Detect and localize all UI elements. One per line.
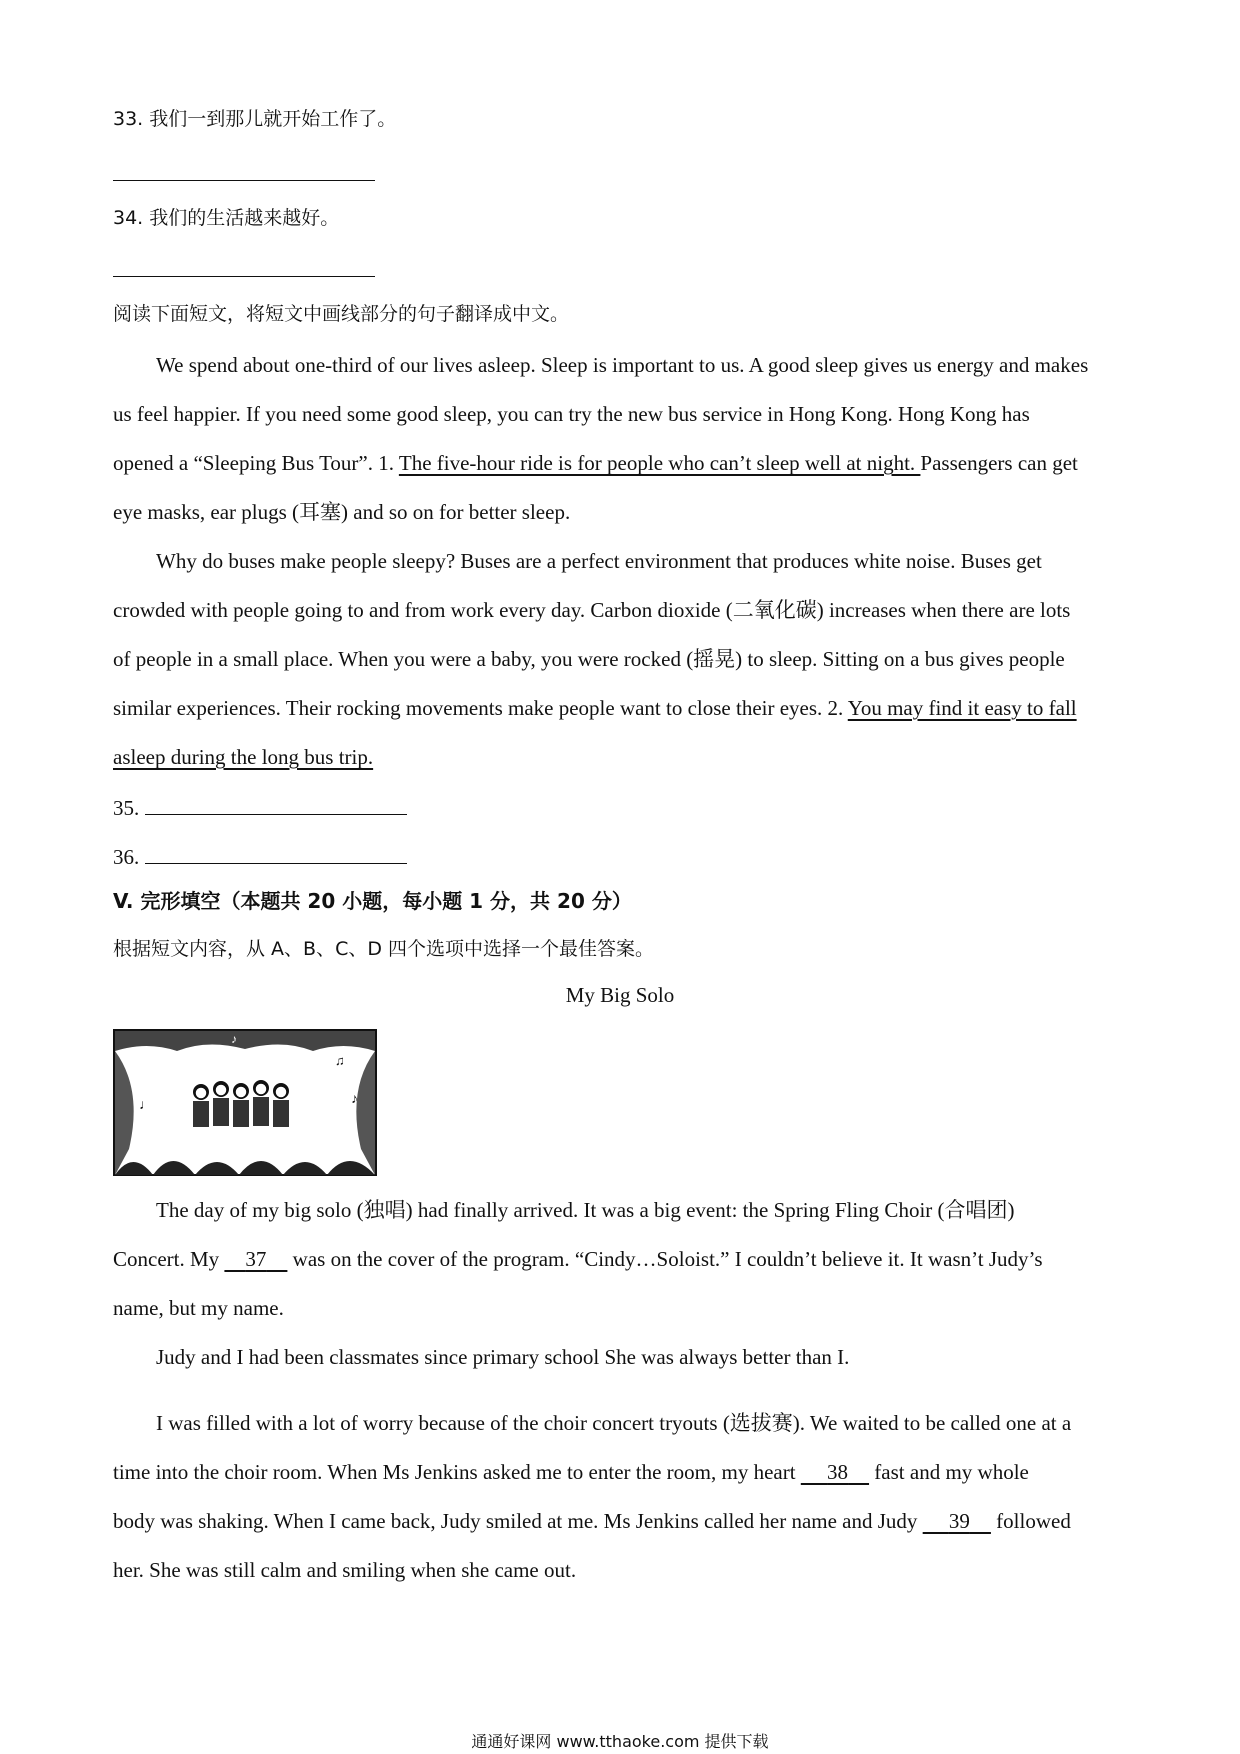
passage1-line: us feel happier. If you need some good sleep, you can try the new bus service in Hong Kong. Hong Kong has xyxy=(113,402,1030,426)
passage1-line: We spend about one-third of our lives asleep. Sleep is important to us. A good sleep gives us energy and makes xyxy=(156,353,1089,377)
svg-text:♫: ♫ xyxy=(335,1053,345,1068)
story-text: body was shaking. When I came back, Judy smiled at me. Ms Jenkins called her name and Judy xyxy=(113,1509,923,1533)
passage1-text: opened a “Sleeping Bus Tour”. 1. xyxy=(113,451,399,475)
blank-38-number: 38 xyxy=(827,1460,849,1484)
passage1-line: of people in a small place. When you were a baby, you were rocked (摇晃) to sleep. Sitting on a bus gives people xyxy=(113,647,1065,671)
svg-text:♩: ♩ xyxy=(139,1098,153,1113)
underlined-sentence-2-cont: asleep during the long bus trip. xyxy=(113,745,374,769)
blank-37-number: 37 xyxy=(245,1247,267,1271)
question-35-label: 35. xyxy=(113,796,140,820)
translate-instruction: 阅读下面短文，将短文中画线部分的句子翻译成中文。 xyxy=(113,303,570,325)
svg-text:♪: ♪ xyxy=(231,1032,237,1046)
section-5-instruction: 根据短文内容，从 A、B、C、D 四个选项中选择一个最佳答案。 xyxy=(113,938,655,960)
section-5-title: V. 完形填空（本题共 20 小题，每小题 1 分，共 20 分） xyxy=(113,889,632,913)
blank-38[interactable] xyxy=(801,1460,869,1484)
passage1-line: eye masks, ear plugs (耳塞) and so on for better sleep. xyxy=(113,500,571,524)
question-36-label: 36. xyxy=(113,845,140,869)
story-line: name, but my name. xyxy=(113,1296,284,1320)
answer-line-34[interactable] xyxy=(113,276,375,277)
story-text: followed xyxy=(990,1509,1071,1533)
story-text: time into the choir room. When Ms Jenkins asked me to enter the room, my heart xyxy=(113,1460,801,1484)
page-footer: 通通好课网 www.tthaoke.com 提供下载 xyxy=(471,1732,769,1751)
underlined-sentence-1: The five-hour ride is for people who can’t sleep well at night. xyxy=(398,451,921,475)
passage1-line: Why do buses make people sleepy? Buses are a perfect environment that produces white noise. Buses get xyxy=(156,549,1042,573)
story-line: Judy and I had been classmates since primary school She was always better than I. xyxy=(156,1345,850,1369)
story-line xyxy=(113,1507,1071,1535)
underlined-sentence-2: You may find it easy to fall xyxy=(847,696,1077,720)
story-text: Concert. My xyxy=(113,1247,225,1271)
question-36 xyxy=(113,841,407,871)
passage1-text: similar experiences. Their rocking movements make people want to close their eyes. 2. xyxy=(113,696,848,720)
story-line xyxy=(113,1245,1043,1273)
story-line: I was filled with a lot of worry because of the choir concert tryouts (选拔赛). We waited to be called one at a xyxy=(156,1411,1072,1435)
choir-stage-illustration xyxy=(113,1029,377,1176)
blank-39[interactable] xyxy=(923,1509,991,1533)
passage1-line xyxy=(113,449,1078,477)
story-line: The day of my big solo (独唱) had finally arrived. It was a big event: the Spring Fling Choir (合唱团) xyxy=(156,1198,1015,1222)
story-line xyxy=(113,1458,1029,1486)
blank-39-number: 39 xyxy=(948,1509,970,1533)
answer-blank-36[interactable] xyxy=(145,841,407,864)
story-text: fast and my whole xyxy=(869,1460,1029,1484)
question-35 xyxy=(113,792,407,822)
svg-text:♪: ♪ xyxy=(351,1092,358,1107)
story-line: her. She was still calm and smiling when she came out. xyxy=(113,1558,577,1582)
story-title: My Big Solo xyxy=(565,983,675,1007)
story-text: was on the cover of the program. “Cindy…Soloist.” I couldn’t believe it. It wasn’t Judy’s xyxy=(287,1247,1043,1271)
passage1-text: Passengers can get xyxy=(920,451,1078,475)
passage1-line: crowded with people going to and from work every day. Carbon dioxide (二氧化碳) increases when there are lots xyxy=(113,598,1071,622)
blank-37[interactable] xyxy=(224,1247,287,1271)
question-34: 34. 我们的生活越来越好。 xyxy=(113,207,340,229)
passage1-line xyxy=(113,694,1077,722)
passage1-line xyxy=(113,743,373,771)
answer-line-33[interactable] xyxy=(113,180,375,181)
question-33: 33. 我们一到那儿就开始工作了。 xyxy=(113,108,397,130)
answer-blank-35[interactable] xyxy=(145,792,407,815)
